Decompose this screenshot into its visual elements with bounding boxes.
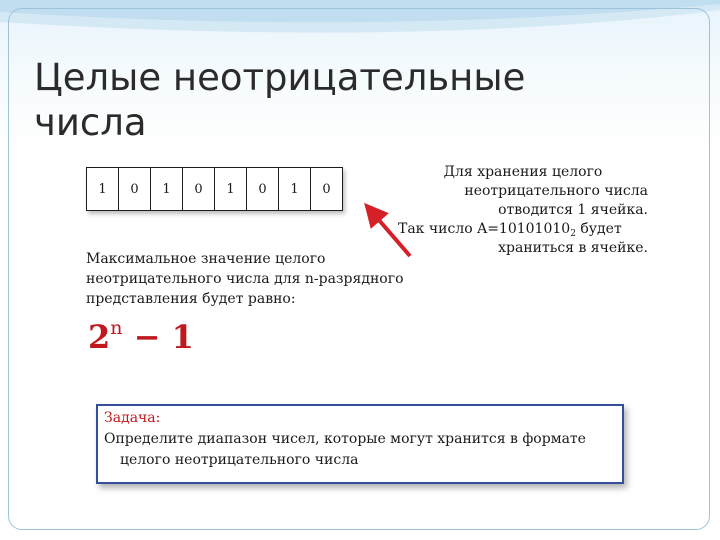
- number-text: Так число A=10101010: [398, 221, 571, 237]
- bit-cell: 0: [246, 167, 279, 211]
- note-line: неотрицательного числа: [464, 183, 648, 199]
- formula-rest: − 1: [122, 318, 194, 356]
- task-label: Задача:: [104, 410, 161, 426]
- formula-exponent: n: [110, 317, 123, 339]
- note-line: храниться в ячейке.: [498, 240, 648, 256]
- bit-cell: 0: [310, 167, 343, 211]
- slide-title: Целые неотрицательные числа: [34, 55, 526, 144]
- memory-cell: [86, 167, 343, 211]
- bit-cell: 1: [86, 167, 119, 211]
- max-value-description: Максимальное значение целого неотрицательного числа для n-разрядного представления будет равно:: [86, 251, 404, 307]
- bit-cell: 1: [150, 167, 183, 211]
- note-line-number: [398, 220, 648, 239]
- base-subscript: 2: [570, 229, 576, 239]
- note-line: Для хранения целого: [443, 164, 603, 180]
- bit-cell: 0: [118, 167, 151, 211]
- task-text: Определите диапазон чисел, которые могут хранится в формате целого неотрицательного числа: [104, 431, 586, 468]
- bit-cell: 0: [182, 167, 215, 211]
- storage-note: [398, 163, 648, 258]
- task-box: [96, 404, 624, 484]
- bit-cell: 1: [214, 167, 247, 211]
- number-suffix: будет: [575, 221, 622, 237]
- note-line: отводится 1 ячейка.: [498, 202, 648, 218]
- formula-base: 2: [88, 318, 111, 356]
- max-value-formula: [88, 318, 194, 356]
- bit-cell: 1: [278, 167, 311, 211]
